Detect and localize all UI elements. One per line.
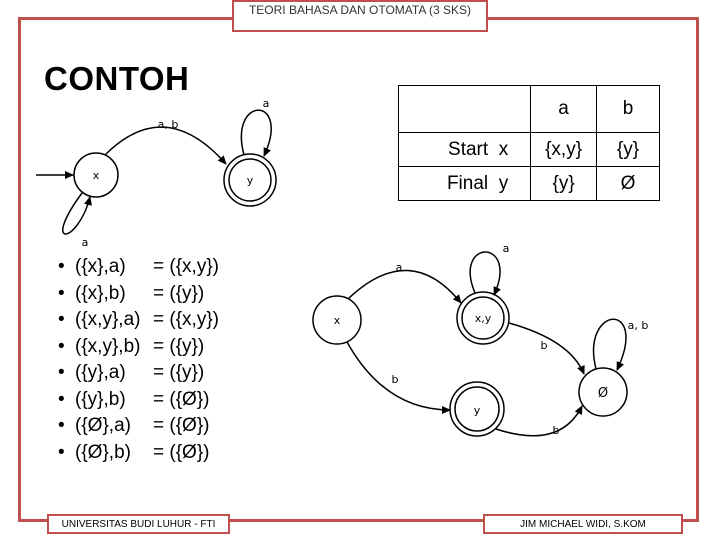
list-item	[58, 281, 219, 308]
slide-title: CONTOH	[44, 60, 190, 97]
dfa-state-x-label: x	[333, 314, 341, 327]
transition-lhs: ({Ø},a)	[75, 415, 131, 436]
table-row-state: Final y	[399, 167, 531, 201]
nfa-edge-x-to-y-label: a, b	[157, 118, 179, 131]
dfa-state-y-label: y	[473, 404, 481, 417]
transition-lhs: ({x},b)	[75, 282, 126, 304]
table-row-state: Start x	[399, 133, 531, 167]
transition-rhs: = ({x,y})	[153, 309, 219, 330]
dfa-loop-empty	[594, 319, 626, 370]
list-item	[58, 254, 219, 281]
table-cell-b: Ø	[596, 167, 659, 201]
footer-university: UNIVERSITAS BUDI LUHUR - FTI	[47, 514, 230, 534]
dfa-edge-xy-to-empty-label: b	[540, 339, 548, 352]
nfa-diagram	[36, 97, 276, 249]
transition-rhs: = ({y})	[153, 282, 205, 304]
dfa-edge-x-to-y	[347, 342, 450, 410]
list-item	[58, 440, 219, 467]
dfa-loop-empty-label: a, b	[627, 319, 649, 332]
nfa-loop-y	[241, 110, 271, 156]
list-item	[58, 360, 219, 387]
transition-rhs: = ({y})	[153, 335, 205, 357]
transition-table	[398, 85, 660, 201]
list-item	[58, 387, 219, 414]
nfa-loop-y-label: a	[262, 97, 270, 110]
list-item	[58, 334, 219, 361]
transition-rhs: = ({Ø})	[153, 388, 210, 410]
transition-lhs: ({x},a)	[75, 256, 126, 277]
table-cell-a: {x,y}	[531, 133, 597, 167]
nfa-edge-x-to-y	[105, 127, 226, 164]
transition-list	[58, 254, 219, 466]
dfa-state-empty-label: Ø	[597, 386, 609, 401]
dfa-diagram	[313, 242, 648, 437]
dfa-loop-xy	[470, 252, 500, 295]
transition-lhs: ({x,y},a)	[75, 309, 141, 330]
transition-rhs: = ({x,y})	[153, 256, 219, 277]
dfa-loop-xy-label: a	[502, 242, 510, 255]
table-col-header-b: b	[596, 86, 659, 133]
nfa-state-y-label: y	[246, 174, 254, 187]
nfa-loop-x-label: a	[81, 236, 89, 249]
table-row	[399, 167, 660, 201]
table-row	[399, 133, 660, 167]
transition-rhs: = ({Ø})	[153, 415, 210, 436]
dfa-edge-x-to-xy	[348, 270, 461, 303]
list-item	[58, 307, 219, 334]
transition-lhs: ({x,y},b)	[75, 335, 141, 357]
transition-lhs: ({Ø},b)	[75, 441, 131, 463]
dfa-edge-x-to-y-label: b	[391, 373, 399, 386]
transition-rhs: = ({Ø})	[153, 441, 210, 463]
table-cell-a: {y}	[531, 167, 597, 201]
list-item	[58, 413, 219, 440]
dfa-state-xy-label: x,y	[474, 312, 492, 325]
nfa-state-x-label: x	[92, 169, 100, 182]
transition-lhs: ({y},b)	[75, 388, 126, 410]
table-col-header-a: a	[531, 86, 597, 133]
table-header-row	[399, 86, 660, 133]
transition-rhs: = ({y})	[153, 362, 205, 383]
table-cell-b: {y}	[596, 133, 659, 167]
footer-author: JIM MICHAEL WIDI, S.KOM	[483, 514, 683, 534]
transition-lhs: ({y},a)	[75, 362, 126, 383]
dfa-edge-y-to-empty-label: b	[552, 424, 560, 437]
dfa-edge-x-to-xy-label: a	[395, 261, 403, 274]
dfa-edge-y-to-empty	[496, 406, 582, 436]
nfa-loop-x	[63, 193, 90, 234]
table-corner-cell	[399, 86, 531, 133]
course-header: TEORI BAHASA DAN OTOMATA (3 SKS)	[232, 0, 488, 32]
